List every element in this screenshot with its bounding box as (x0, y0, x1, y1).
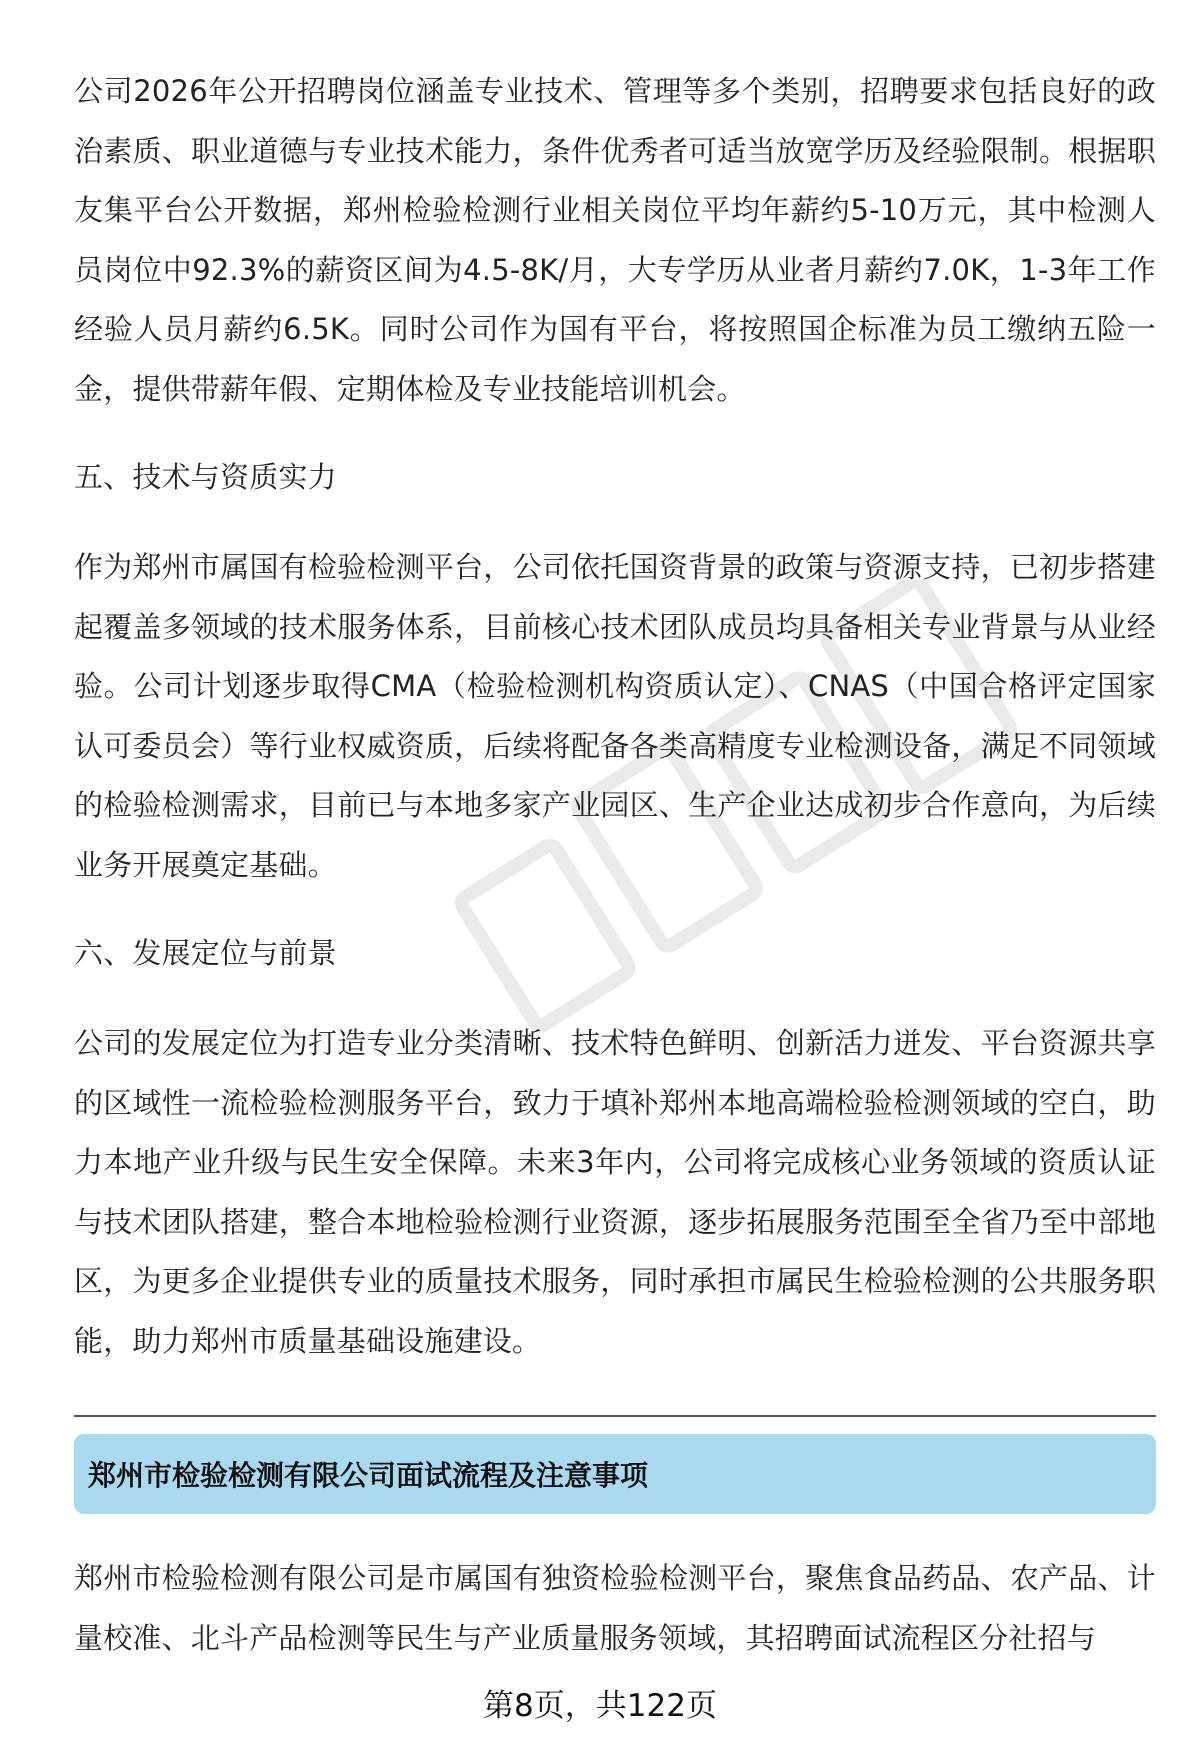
heading-tech-qualification: 五、技术与资质实力 (74, 460, 337, 494)
page-number: 第8页，共122页 (483, 1688, 717, 1724)
paragraph-recruitment-salary: 公司2026年公开招聘岗位涵盖专业技术、管理等多个类别，招聘要求包括良好的政治素质、职业道德与专业技术能力，条件优秀者可适当放宽学历及经验限制。根据职友集平台公开数据，郑州检验检测行业相关岗位平均年薪约5-10万元，其中检测人员岗位中92.3%的薪资区间为4.5-8K/月，大专学历从业者月薪约7.0K，1-3年工作经验人员月薪约6.5K。同时公司作为国有平台，将按照国企标准为员工缴纳五险一金，提供带薪年假、定期体检及专业技能培训机会。 (74, 74, 1156, 406)
paragraph-company-intro: 郑州市检验检测有限公司是市属国有独资检验检测平台，聚焦食品药品、农产品、计量校准、北斗产品检测等民生与产业质量服务领域，其招聘面试流程区分社招与 (74, 1561, 1156, 1655)
section-divider (74, 1415, 1156, 1417)
heading-development: 六、发展定位与前景 (74, 936, 337, 970)
section-title: 郑州市检验检测有限公司面试流程及注意事项 (88, 1459, 649, 1492)
paragraph-development: 公司的发展定位为打造专业分类清晰、技术特色鲜明、创新活力迸发、平台资源共享的区域性一流检验检测服务平台，致力于填补郑州本地高端检验检测领域的空白，助力本地产业升级与民生安全保障。未来3年内，公司将完成核心业务领域的资质认证与技术团队搭建，整合本地检验检测行业资源，逐步拓展服务范围至全省乃至中部地区，为更多企业提供专业的质量技术服务，同时承担市属民生检验检测的公共服务职能，助力郑州市质量基础设施建设。 (74, 1026, 1156, 1358)
section-title-banner (74, 1434, 1156, 1514)
paragraph-tech-qualification: 作为郑州市属国有检验检测平台，公司依托国资背景的政策与资源支持，已初步搭建起覆盖多领域的技术服务体系，目前核心技术团队成员均具备相关专业背景与从业经验。公司计划逐步取得CMA（检验检测机构资质认定）、CNAS（中国合格评定国家认可委员会）等行业权威资质，后续将配备各类高精度专业检测设备，满足不同领域的检验检测需求，目前已与本地多家产业园区、生产企业达成初步合作意向，为后续业务开展奠定基础。 (74, 550, 1156, 882)
